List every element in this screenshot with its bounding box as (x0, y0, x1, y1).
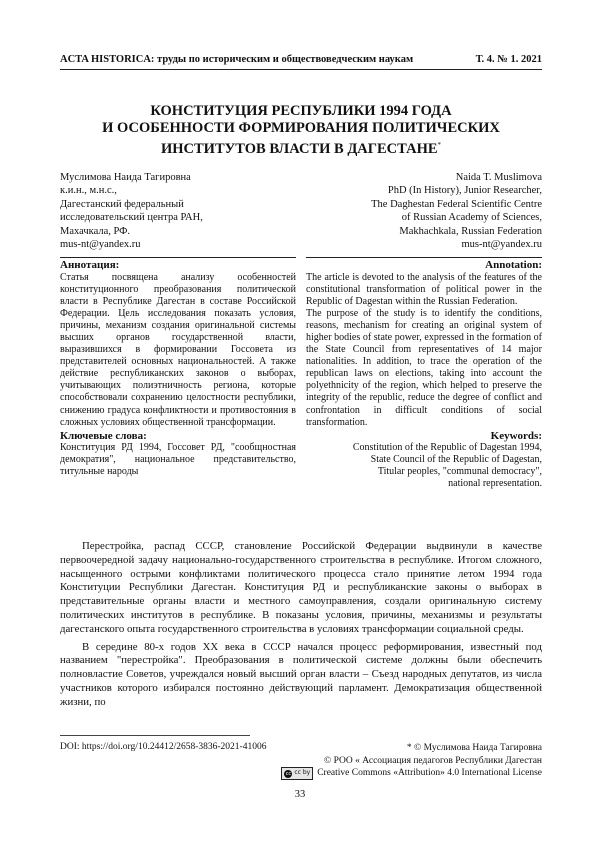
author-affiliation: исследовательский центра РАН, (60, 212, 203, 224)
article-title (60, 103, 542, 158)
author-city: Makhachkala, Russian Federation (399, 225, 542, 237)
cc-badge-text: cc by (294, 769, 311, 777)
journal-name: ACTA HISTORICA: труды по историческим и обществоведческим наукам (60, 54, 414, 65)
abstract-ru (60, 257, 296, 478)
author-degree: к.и.н., м.н.с., (60, 185, 117, 197)
cc-license-icon[interactable] (281, 767, 313, 780)
keywords-heading: Keywords: (490, 429, 542, 442)
abstract-en (306, 257, 542, 490)
issue-number: Т. 4. № 1. 2021 (475, 54, 542, 65)
keywords-line: national representation. (448, 477, 542, 489)
keywords-line: Titular peoples, "communal democracy", (377, 465, 542, 477)
keywords-text: Конституция РД 1994, Госсовет РД, "сообщностная демократия", национальное представительство, титульные народы (60, 441, 296, 477)
article-body (60, 540, 542, 714)
body-paragraph: Перестройка, распад СССР, становление Российской Федерации выдвинули в качестве первоочередной задачу национально-государственного строительства в республике. Итогом сложного, насыщенного острыми конфликтами политического процесса стало принятие летом 1994 года Конституции Республики Дагестан. Конституция РД и республиканские законы о выборах в представительные органы власти и местного самоуправления, создали оригинальную систему политических институтов в республике. В показаны условия, причины, механизмы и результаты дагестанского опыта государственного строительства в условиях трансформации социальной среды. (60, 540, 542, 635)
license-text[interactable]: Creative Commons «Attribution» 4.0 International License (317, 768, 542, 779)
license-row (281, 767, 542, 780)
author-info-ru (60, 171, 290, 251)
keywords-line: State Council of the Republic of Dagestan, (370, 453, 542, 465)
author-name: Naida T. Muslimova (455, 172, 542, 183)
author-affiliation: The Daghestan Federal Scientific Centre (371, 198, 542, 210)
page-number: 33 (294, 789, 306, 800)
abstract-text: The article is devoted to the analysis of the features of the constitutional transformation of political power in the Republic of Dagestan within the Russian Federation. (306, 272, 542, 308)
cc-circle-icon: cc (285, 770, 292, 777)
author-email[interactable]: mus-nt@yandex.ru (461, 239, 542, 251)
copyright-publisher: © РОО « Ассоциация педагогов Республики Дагестан (324, 755, 542, 766)
title-line (60, 137, 542, 158)
footnote-divider (60, 735, 250, 736)
title-line: И ОСОБЕННОСТИ ФОРМИРОВАНИЯ ПОЛИТИЧЕСКИХ (102, 120, 500, 136)
author-city: Махачкала, РФ. (60, 225, 131, 237)
abstract-heading: Аннотация: (60, 257, 296, 271)
running-header (60, 54, 542, 70)
abstract-text: The purpose of the study is to identify the conditions, reasons, mechanism for creating an original system of higher bodies of state power, expressed in the formation of the State Council from representatives of 14 major nationalities. In addition, to trace the operation of the republican laws on elections, taking into account the polyethnicity of the region, which helped to preserve the integrity of the republic, reduce the degree of conflict and confrontation in difficult conditions of social transformation. (306, 308, 542, 428)
title-line: КОНСТИТУЦИЯ РЕСПУБЛИКИ 1994 ГОДА (150, 103, 452, 119)
title-footnote-mark[interactable]: * (437, 141, 442, 149)
author-email[interactable]: mus-nt@yandex.ru (60, 239, 141, 251)
author-name: Муслимова Наида Тагировна (60, 172, 191, 183)
author-degree: PhD (In History), Junior Researcher, (387, 185, 542, 197)
copyright-block (281, 742, 542, 780)
author-info-en (300, 171, 542, 251)
doi-link[interactable]: DOI: https://doi.org/10.24412/2658-3836-2021-41006 (60, 742, 267, 752)
body-paragraph: В середине 80-х годов XX века в СССР начался процесс реформирования, известный под названием "перестройка". Преобразования в политической системе должны были обеспечить полновластие Советов, учреждался новый высший орган власти – Съезд народных депутатов, из числа участников которого избирался постоянно действующий парламент. Демократизация общественной жизни, по (60, 640, 542, 708)
author-affiliation: of Russian Academy of Sciences, (401, 212, 542, 224)
abstract-text: Статья посвящена анализу особенностей конституционного преобразования политической власти в Республике Дагестан в составе Российской Федерации. Цель исследования показать условия, причины, механизм создания оригинальной системы высших органов государственной власти, выразившихся в формировании Госсовета из представителей основных национальностей. А также действие республиканских законов о выборах, учитывающих полиэтничность региона, которые способствовали сохранению целостности республики, снижению градуса конфликтности и противостояния в сложных условиях общественной трансформации. (60, 272, 296, 428)
keywords-text (306, 442, 542, 490)
copyright-author: * © Муслимова Наида Тагировна (406, 743, 542, 753)
author-affiliation: Дагестанский федеральный (60, 198, 184, 210)
keywords-heading: Ключевые слова: (60, 429, 147, 442)
abstract-heading: Annotation: (306, 257, 542, 271)
keywords-line: Constitution of the Republic of Dagestan 1994, (352, 441, 542, 453)
title-line-text: ИНСТИТУТОВ ВЛАСТИ В ДАГЕСТАНЕ (160, 140, 438, 157)
